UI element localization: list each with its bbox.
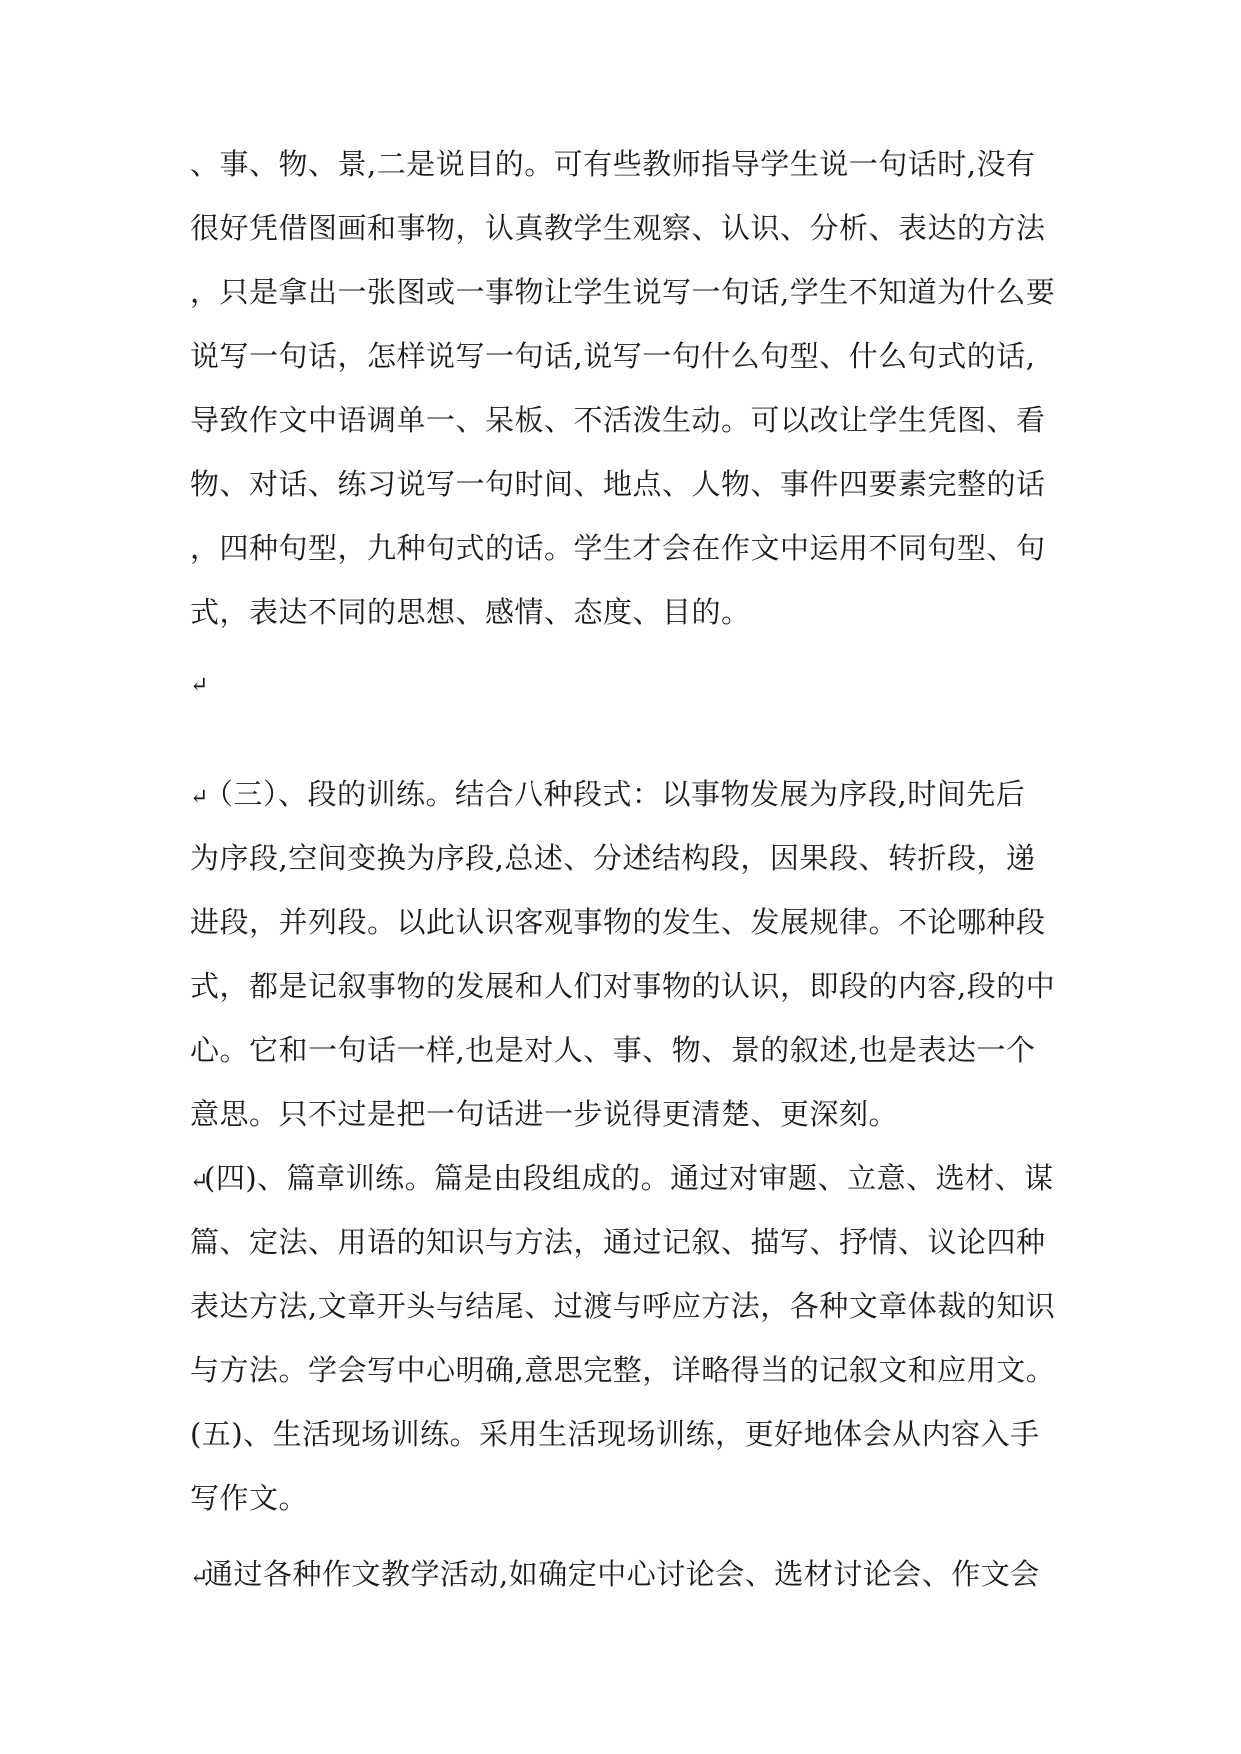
text-line-5: 导致作文中语调单一、呆板、不活泼生动。可以改让学生凭图、看 [190, 403, 1046, 437]
paragraph-three-line-1 [190, 776, 1025, 816]
paragraph-mark-icon: ↵ [190, 1565, 209, 1590]
text-line-17: 表达方法,文章开头与结尾、过渡与呼应方法，各种文章体裁的知识 [190, 1289, 1056, 1323]
text-line-3: ，只是拿出一张图或一事物让学生说写一句话,学生不知道为什么要 [190, 275, 1056, 309]
empty-paragraph [190, 664, 209, 704]
text-line-13: 心。它和一句话一样,也是对人、事、物、景的叙述,也是表达一个 [190, 1033, 1036, 1067]
text-line-12: 式，都是记叙事物的发展和人们对事物的认识，即段的内容,段的中 [190, 969, 1056, 1003]
text-line-16: 篇、定法、用语的知识与方法，通过记叙、描写、抒情、议论四种 [190, 1225, 1046, 1259]
text-line-11: 进段，并列段。以此认识客观事物的发生、发展规律。不论哪种段 [190, 905, 1046, 939]
text-line-4: 说写一句话，怎样说写一句话,说写一句什么句型、什么句式的话, [190, 339, 1036, 373]
text-line-10: 为序段,空间变换为序段,总述、分述结构段，因果段、转折段，递 [190, 841, 1036, 875]
text-line-19: (五)、生活现场训练。采用生活现场训练，更好地体会从内容入手 [190, 1417, 1040, 1451]
paragraph-mark-icon: ↵ [190, 785, 209, 810]
text-line-7: ，四种句型，九种句式的话。学生才会在作文中运用不同句型、句 [190, 531, 1046, 565]
paragraph-mark-icon: ↵ [190, 1169, 209, 1194]
text-line-8: 式，表达不同的思想、感情、态度、目的。 [190, 595, 751, 629]
paragraph-four-line-1 [190, 1160, 1054, 1200]
paragraph-mark-icon: ↵ [190, 673, 209, 698]
text-line-21: 通过各种作文教学活动,如确定中心讨论会、选材讨论会、作文会 [204, 1557, 1040, 1591]
text-line-15: (四)、篇章训练。篇是由段组成的。通过对审题、立意、选材、谋 [204, 1161, 1054, 1195]
text-line-6: 物、对话、练习说写一句时间、地点、人物、事件四要素完整的话 [190, 467, 1046, 501]
text-line-14: 意思。只不过是把一句话进一步说得更清楚、更深刻。 [190, 1097, 899, 1131]
paragraph-six-line-1 [190, 1556, 1040, 1596]
text-line-20: 写作文。 [190, 1481, 309, 1515]
text-line-1: 、事、物、景,二是说目的。可有些教师指导学生说一句话时,没有 [190, 147, 1036, 181]
text-line-9: （三）、段的训练。结合八种段式：以事物发展为序段,时间先后 [204, 777, 1026, 811]
text-line-18: 与方法。学会写中心明确,意思完整，详略得当的记叙文和应用文。 [190, 1353, 1056, 1387]
text-line-2: 很好凭借图画和事物，认真教学生观察、认识、分析、表达的方法 [190, 211, 1046, 245]
